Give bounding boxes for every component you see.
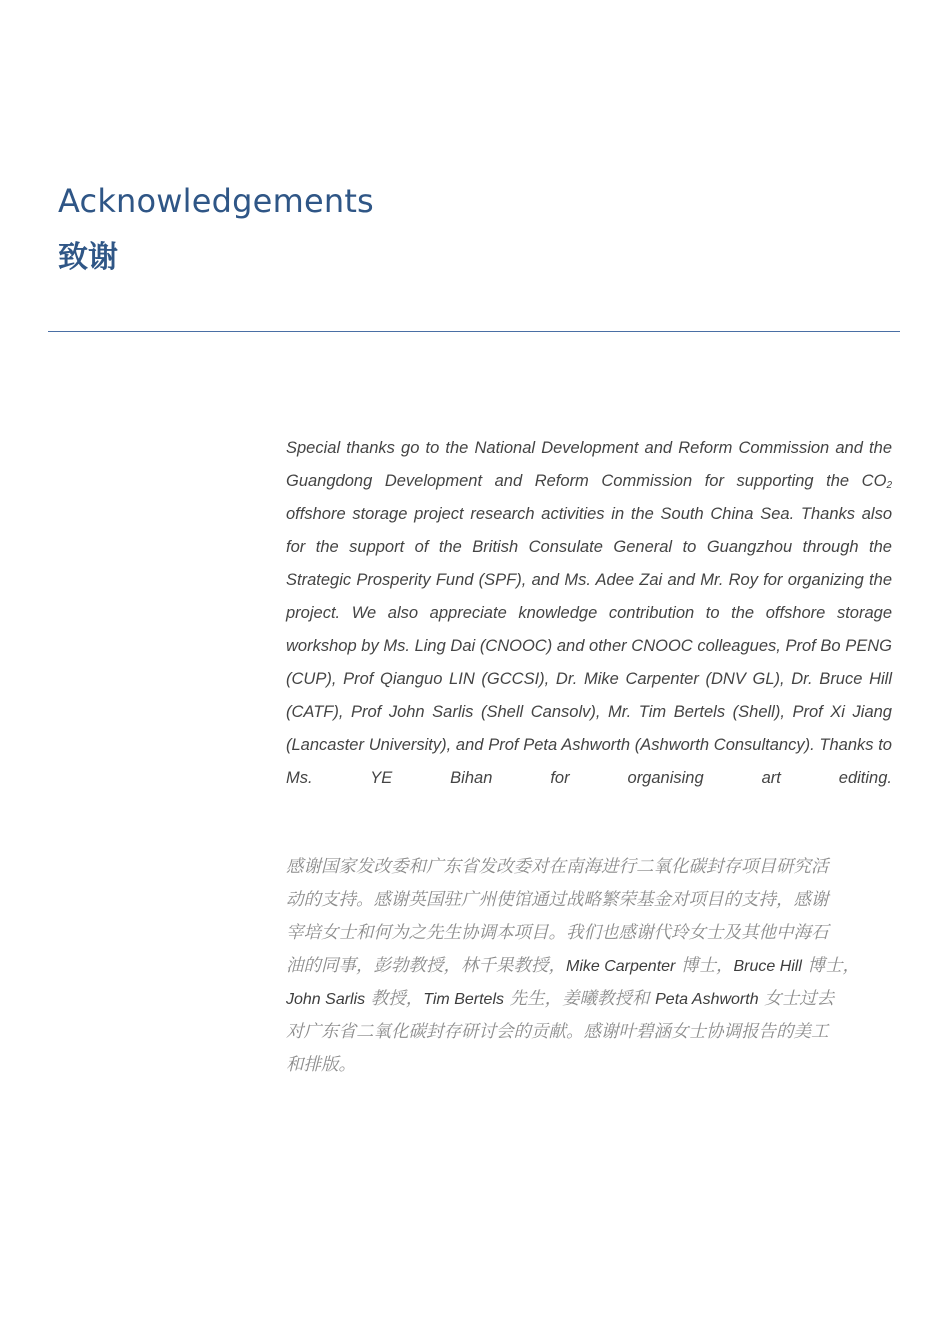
english-text-part2: offshore storage project research activities in the South China Sea. Thanks also for the support of the British Consulate General to Guangzhou through the Strategic Prosperity Fund (SPF), and Ms. Adee Zai and Mr. Roy for organizing the project. We also appreciate knowledge contribution to the offshore storage workshop by Ms. Ling Dai (CNOOC) and other CNOOC colleagues, Prof Bo PENG (CUP), Prof Qianguo LIN (GCCSI), Dr. Mike Carpenter (DNV GL), Dr. Bruce Hill (CATF), Prof John Sarlis (Shell Cansolv), Mr. Tim Bertels (Shell), Prof Xi Jiang (Lancaster University), and Prof Peta Ashworth (Ashworth Consultancy). Thanks to Ms. YE Bihan for organising art editing.	[286, 505, 892, 787]
english-text-part1: Special thanks go to the National Development and Reform Commission and the Guangdong Development and Reform Commission for supporting the CO	[286, 439, 892, 490]
chinese-line: 动的支持。感谢英国驻广州使馆通过战略繁荣基金对项目的支持，感谢	[286, 890, 829, 910]
chinese-line: 宰培女士和何为之先生协调本项目。我们也感谢代玲女士及其他中海石	[286, 923, 829, 943]
chinese-acknowledgement-paragraph	[286, 851, 926, 1082]
person-name: Peta Ashworth	[655, 991, 759, 1008]
person-name: Mike Carpenter	[566, 958, 676, 975]
person-name: Tim Bertels	[423, 991, 504, 1008]
chinese-line-segment: 女士过去	[758, 989, 835, 1009]
co2-subscript: 2	[886, 480, 892, 491]
chinese-line: 和排版。	[286, 1055, 356, 1075]
chinese-line-segment: 博士，	[801, 956, 860, 976]
chinese-line-segment: 教授，	[365, 989, 424, 1009]
page-title-chinese: 致谢	[58, 240, 118, 275]
chinese-line: 感谢国家发改委和广东省发改委对在南海进行二氧化碳封存项目研究活	[286, 857, 829, 877]
title-divider	[48, 331, 900, 332]
chinese-line	[286, 950, 926, 983]
chinese-line-segment: 油的同事，彭勃教授，林千果教授，	[286, 956, 566, 976]
chinese-line	[286, 983, 926, 1016]
person-name: Bruce Hill	[733, 958, 802, 975]
chinese-line-segment: 博士，	[675, 956, 734, 976]
person-name: John Sarlis	[286, 991, 366, 1008]
page-title-english: Acknowledgements	[58, 182, 374, 220]
chinese-line: 对广东省二氧化碳封存研讨会的贡献。感谢叶碧涵女士协调报告的美工	[286, 1022, 829, 1042]
english-acknowledgement-paragraph	[286, 432, 892, 795]
chinese-line-segment: 先生，姜曦教授和	[504, 989, 656, 1009]
